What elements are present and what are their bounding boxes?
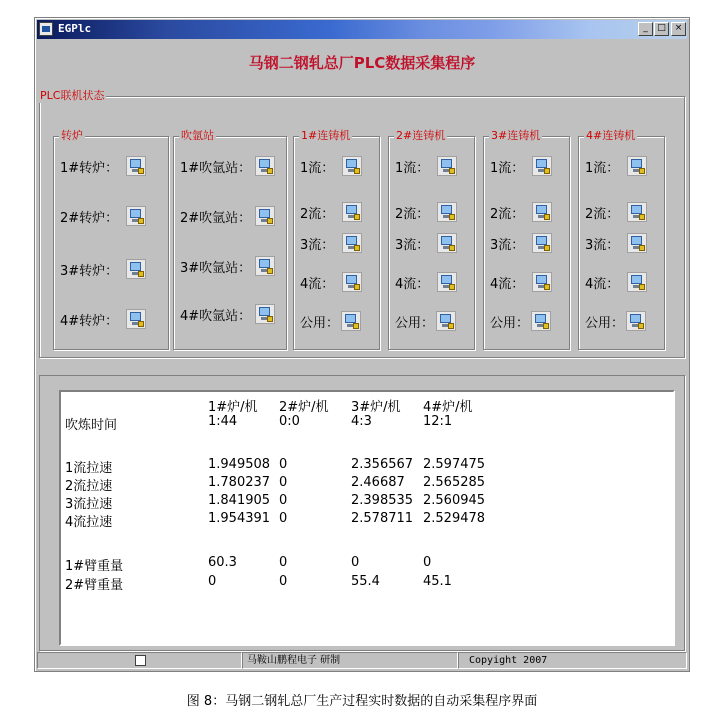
data-cell: 1.954391 — [208, 511, 271, 526]
data-cell: 2.565285 — [423, 475, 486, 490]
data-cell: 1.841905 — [208, 493, 271, 508]
data-cell: 0 — [279, 493, 288, 508]
data-cell: 2.560945 — [423, 493, 486, 508]
plc-connection-icon[interactable] — [437, 156, 457, 176]
title-bar[interactable] — [37, 20, 687, 39]
status-checkbox[interactable] — [135, 655, 146, 666]
group-caster-2 — [388, 129, 475, 350]
status-label: 1流： — [300, 160, 335, 176]
data-cell: 2.46687 — [351, 475, 405, 490]
status-row — [60, 307, 146, 331]
status-label: 3#吹氩站： — [180, 260, 252, 276]
group-argon-station — [173, 129, 287, 350]
plc-connection-icon[interactable] — [255, 206, 275, 226]
status-label: 公用： — [585, 315, 625, 331]
data-cell: 0 — [279, 457, 288, 472]
plc-connection-icon[interactable] — [627, 202, 647, 222]
main-window — [34, 17, 690, 672]
row-label: 1#臂重量 — [65, 559, 124, 574]
data-cell: 0 — [279, 511, 288, 526]
plc-connection-icon[interactable] — [126, 206, 146, 226]
plc-connection-icon[interactable] — [342, 202, 362, 222]
status-row — [395, 154, 457, 178]
data-cell: 0 — [208, 574, 217, 589]
data-cell: 2.578711 — [351, 511, 414, 526]
plc-connection-icon[interactable] — [255, 156, 275, 176]
data-cell: 4:3 — [351, 414, 372, 429]
plc-connection-icon[interactable] — [437, 272, 457, 292]
plc-connection-icon[interactable] — [532, 156, 552, 176]
status-row — [490, 200, 552, 224]
plc-connection-icon[interactable] — [626, 311, 646, 331]
status-row — [395, 231, 457, 255]
status-label: 4流： — [490, 276, 525, 292]
status-label: 公用： — [300, 315, 340, 331]
data-cell: 0:0 — [279, 414, 300, 429]
status-row — [395, 200, 457, 224]
data-cell: 1.949508 — [208, 457, 271, 472]
status-row — [300, 231, 362, 255]
data-cell: 0 — [351, 555, 360, 570]
status-row — [180, 302, 275, 326]
data-cell: 2.398535 — [351, 493, 414, 508]
status-label: 3#转炉： — [60, 263, 119, 279]
status-row — [490, 231, 552, 255]
plc-connection-icon[interactable] — [531, 311, 551, 331]
data-cell: 2.529478 — [423, 511, 486, 526]
status-cell-1 — [37, 652, 242, 669]
data-cell: 60.3 — [208, 555, 237, 570]
data-cell: 0 — [423, 555, 432, 570]
status-row — [60, 154, 146, 178]
data-cell: 0 — [279, 475, 288, 490]
status-row — [490, 270, 552, 294]
plc-connection-icon[interactable] — [255, 304, 275, 324]
status-developer: 马鞍山鹏程电子 研制 — [242, 652, 458, 669]
status-row — [300, 270, 362, 294]
row-label: 4流拉速 — [65, 515, 113, 530]
plc-connection-icon[interactable] — [341, 311, 361, 331]
column-header: 4#炉/机 — [423, 400, 473, 415]
status-row — [300, 200, 362, 224]
data-cell: 1.780237 — [208, 475, 271, 490]
status-label: 1#转炉： — [60, 160, 119, 176]
status-label: 2#吹氩站： — [180, 210, 252, 226]
status-row — [585, 231, 647, 255]
close-button[interactable]: × — [671, 22, 686, 36]
data-cell: 0 — [279, 574, 288, 589]
status-row — [180, 154, 275, 178]
data-cell: 12:1 — [423, 414, 453, 429]
status-label: 公用： — [490, 315, 530, 331]
figure-caption: 图 8：马钢二钢轧总厂生产过程实时数据的自动采集程序界面 — [186, 694, 538, 709]
status-row — [300, 309, 361, 333]
status-row — [585, 200, 647, 224]
group-title: 转炉 — [61, 129, 83, 142]
row-label: 3流拉速 — [65, 497, 113, 512]
plc-connection-icon[interactable] — [532, 202, 552, 222]
plc-connection-icon[interactable] — [342, 156, 362, 176]
group-caster-3 — [483, 129, 570, 350]
group-title: 吹氩站 — [181, 129, 214, 142]
status-label: 3流： — [490, 237, 525, 253]
plc-status-legend: PLC联机状态 — [40, 89, 105, 102]
status-label: 4#转炉： — [60, 313, 119, 329]
plc-connection-icon[interactable] — [532, 233, 552, 253]
data-cell: 45.1 — [423, 574, 452, 589]
row-label: 吹炼时间 — [65, 418, 118, 433]
status-label: 4流： — [300, 276, 335, 292]
row-label: 1流拉速 — [65, 461, 113, 476]
group-title: 1#连铸机 — [301, 129, 351, 142]
data-display-panel — [59, 390, 675, 646]
status-row — [60, 204, 146, 228]
plc-connection-icon[interactable] — [126, 259, 146, 279]
status-label: 3流： — [395, 237, 430, 253]
data-cell: 55.4 — [351, 574, 380, 589]
group-title: 4#连铸机 — [586, 129, 636, 142]
group-caster-1 — [293, 129, 380, 350]
status-label: 1流： — [395, 160, 430, 176]
status-row — [490, 309, 551, 333]
plc-connection-icon[interactable] — [342, 233, 362, 253]
status-row — [60, 257, 146, 281]
status-bar — [37, 652, 687, 669]
column-header: 3#炉/机 — [351, 400, 401, 415]
status-label: 4流： — [395, 276, 430, 292]
row-label: 2#臂重量 — [65, 578, 124, 593]
status-label: 3流： — [585, 237, 620, 253]
status-label: 公用： — [395, 315, 435, 331]
status-row — [180, 204, 275, 228]
status-label: 1流： — [585, 160, 620, 176]
data-cell: 0 — [279, 555, 288, 570]
app-icon[interactable] — [39, 22, 53, 36]
status-row — [585, 270, 647, 294]
status-row — [490, 154, 552, 178]
status-label: 2流： — [585, 206, 620, 222]
status-label: 1流： — [490, 160, 525, 176]
status-row — [585, 154, 647, 178]
status-label: 4#吹氩站： — [180, 308, 252, 324]
plc-connection-icon[interactable] — [342, 272, 362, 292]
column-header: 1#炉/机 — [208, 400, 258, 415]
group-caster-4 — [578, 129, 665, 350]
column-header: 2#炉/机 — [279, 400, 329, 415]
plc-connection-icon[interactable] — [437, 233, 457, 253]
status-label: 2流： — [300, 206, 335, 222]
plc-connection-icon[interactable] — [126, 309, 146, 329]
status-label: 3流： — [300, 237, 335, 253]
data-cell: 1:44 — [208, 414, 238, 429]
status-label: 2流： — [395, 206, 430, 222]
data-cell: 2.356567 — [351, 457, 414, 472]
status-row — [395, 309, 456, 333]
group-converter — [53, 129, 169, 350]
data-cell: 2.597475 — [423, 457, 486, 472]
plc-connection-icon[interactable] — [126, 156, 146, 176]
row-label: 2流拉速 — [65, 479, 113, 494]
status-row — [300, 154, 362, 178]
group-title: 2#连铸机 — [396, 129, 446, 142]
status-label: 2流： — [490, 206, 525, 222]
minimize-button[interactable]: _ — [638, 22, 653, 36]
status-row — [180, 254, 275, 278]
status-row — [395, 270, 457, 294]
plc-connection-icon[interactable] — [436, 311, 456, 331]
plc-connection-icon[interactable] — [532, 272, 552, 292]
app-title: 马钢二钢轧总厂PLC数据采集程序 — [248, 54, 476, 72]
plc-connection-icon[interactable] — [627, 272, 647, 292]
window-title: EGPlc — [58, 22, 92, 35]
status-row — [585, 309, 646, 333]
plc-connection-icon[interactable] — [255, 256, 275, 276]
status-label: 1#吹氩站： — [180, 160, 252, 176]
group-title: 3#连铸机 — [491, 129, 541, 142]
plc-connection-icon[interactable] — [437, 202, 457, 222]
status-label: 2#转炉： — [60, 210, 119, 226]
status-copyright: Copyight 2007 — [458, 652, 687, 669]
plc-connection-icon[interactable] — [627, 156, 647, 176]
plc-connection-icon[interactable] — [627, 233, 647, 253]
maximize-button[interactable]: □ — [654, 22, 669, 36]
status-label: 4流： — [585, 276, 620, 292]
